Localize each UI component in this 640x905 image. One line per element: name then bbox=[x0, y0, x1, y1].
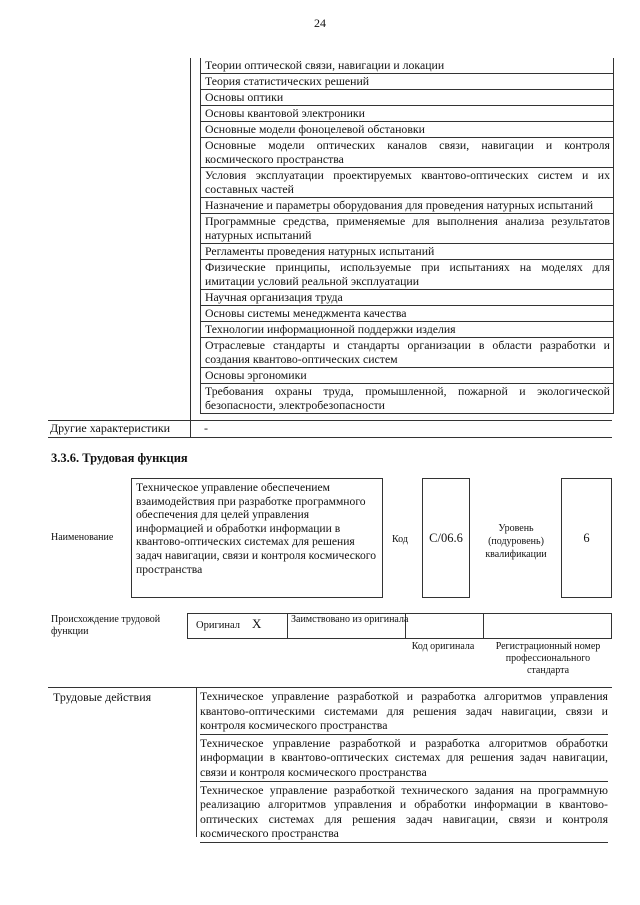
knowledge-item: Основы системы менеджмента качества bbox=[201, 306, 613, 322]
section-heading: 3.3.6. Трудовая функция bbox=[51, 451, 188, 465]
knowledge-item: Программные средства, применяемые для выполнения анализа результатов натурных испытаний bbox=[201, 214, 613, 244]
table-column-divider bbox=[190, 58, 191, 438]
knowledge-item: Научная организация труда bbox=[201, 290, 613, 306]
table-rule bbox=[48, 437, 612, 438]
knowledge-item: Требования охраны труда, промышленной, пожарной и экологической безопасности, электробезопасности bbox=[201, 384, 613, 414]
other-characteristics-value: - bbox=[204, 421, 208, 435]
knowledge-item: Технологии информационной поддержки изделия bbox=[201, 322, 613, 338]
qualification-level-value: 6 bbox=[561, 478, 612, 598]
knowledge-list bbox=[200, 58, 614, 414]
knowledge-item: Теория статистических решений bbox=[201, 74, 613, 90]
table-column-divider bbox=[196, 687, 197, 837]
knowledge-item: Теории оптической связи, навигации и локации bbox=[201, 58, 613, 74]
registration-number-label: Регистрационный номер профессионального стандарта bbox=[495, 641, 601, 676]
knowledge-item: Отраслевые стандарты и стандарты организации в области разработки и создания квантово-оптических систем bbox=[201, 338, 613, 368]
labor-actions-label: Трудовые действия bbox=[53, 690, 152, 704]
labor-actions-list bbox=[200, 689, 608, 844]
code-original-label: Код оригинала bbox=[411, 641, 475, 652]
function-code-label: Код bbox=[392, 534, 408, 545]
labor-action-item: Техническое управление разработкой технического задания на программную реализацию алгоритмов управления и обработки информации в квантово-оптических системах для решения задач навигации, связи и контроля космического пространства bbox=[200, 783, 608, 843]
labor-action-item: Техническое управление разработкой и разработка алгоритмов обработки информации в квантово-оптических системах для решения задач навигации, связи и контроля космического пространства bbox=[200, 736, 608, 782]
knowledge-item: Физические принципы, используемые при испытаниях на моделях для имитации условий реальной эксплуатации bbox=[201, 260, 613, 290]
knowledge-item: Основные модели оптических каналов связи, навигации и контроля космического пространства bbox=[201, 138, 613, 168]
other-characteristics-label: Другие характеристики bbox=[50, 421, 171, 435]
knowledge-item: Основы оптики bbox=[201, 90, 613, 106]
function-code-value: C/06.6 bbox=[422, 478, 470, 598]
labor-action-item: Техническое управление разработкой и разработка алгоритмов управления квантово-оптическими системами для решения задач навигации, связи и контроля космического пространства bbox=[200, 689, 608, 735]
knowledge-item: Условия эксплуатации проектируемых квантово-оптических систем и их составных частей bbox=[201, 168, 613, 198]
function-name-label: Наименование bbox=[51, 532, 114, 543]
origin-original-label: Оригинал bbox=[196, 620, 240, 631]
origin-borrowed-label: Заимствовано из оригинала bbox=[291, 614, 409, 625]
qualification-level-label: Уровень (подуровень) квалификации bbox=[485, 523, 547, 560]
knowledge-item: Основы эргономики bbox=[201, 368, 613, 384]
origin-cell-code bbox=[406, 614, 484, 638]
origin-original-mark: X bbox=[252, 616, 262, 631]
knowledge-item: Регламенты проведения натурных испытаний bbox=[201, 244, 613, 260]
knowledge-item: Основы квантовой электроники bbox=[201, 106, 613, 122]
origin-label: Происхождение трудовой функции bbox=[51, 614, 161, 637]
page-number: 24 bbox=[314, 16, 326, 30]
knowledge-item: Назначение и параметры оборудования для проведения натурных испытаний bbox=[201, 198, 613, 214]
table-rule bbox=[48, 687, 612, 688]
function-name-value: Техническое управление обеспечением взаимодействия при разработке программного обеспечения для целей управления информацией и обработки информации в квантово-оптических системах для решения задач навигации, связи и контроля космического пространства bbox=[131, 478, 383, 598]
knowledge-item: Основные модели фоноцелевой обстановки bbox=[201, 122, 613, 138]
